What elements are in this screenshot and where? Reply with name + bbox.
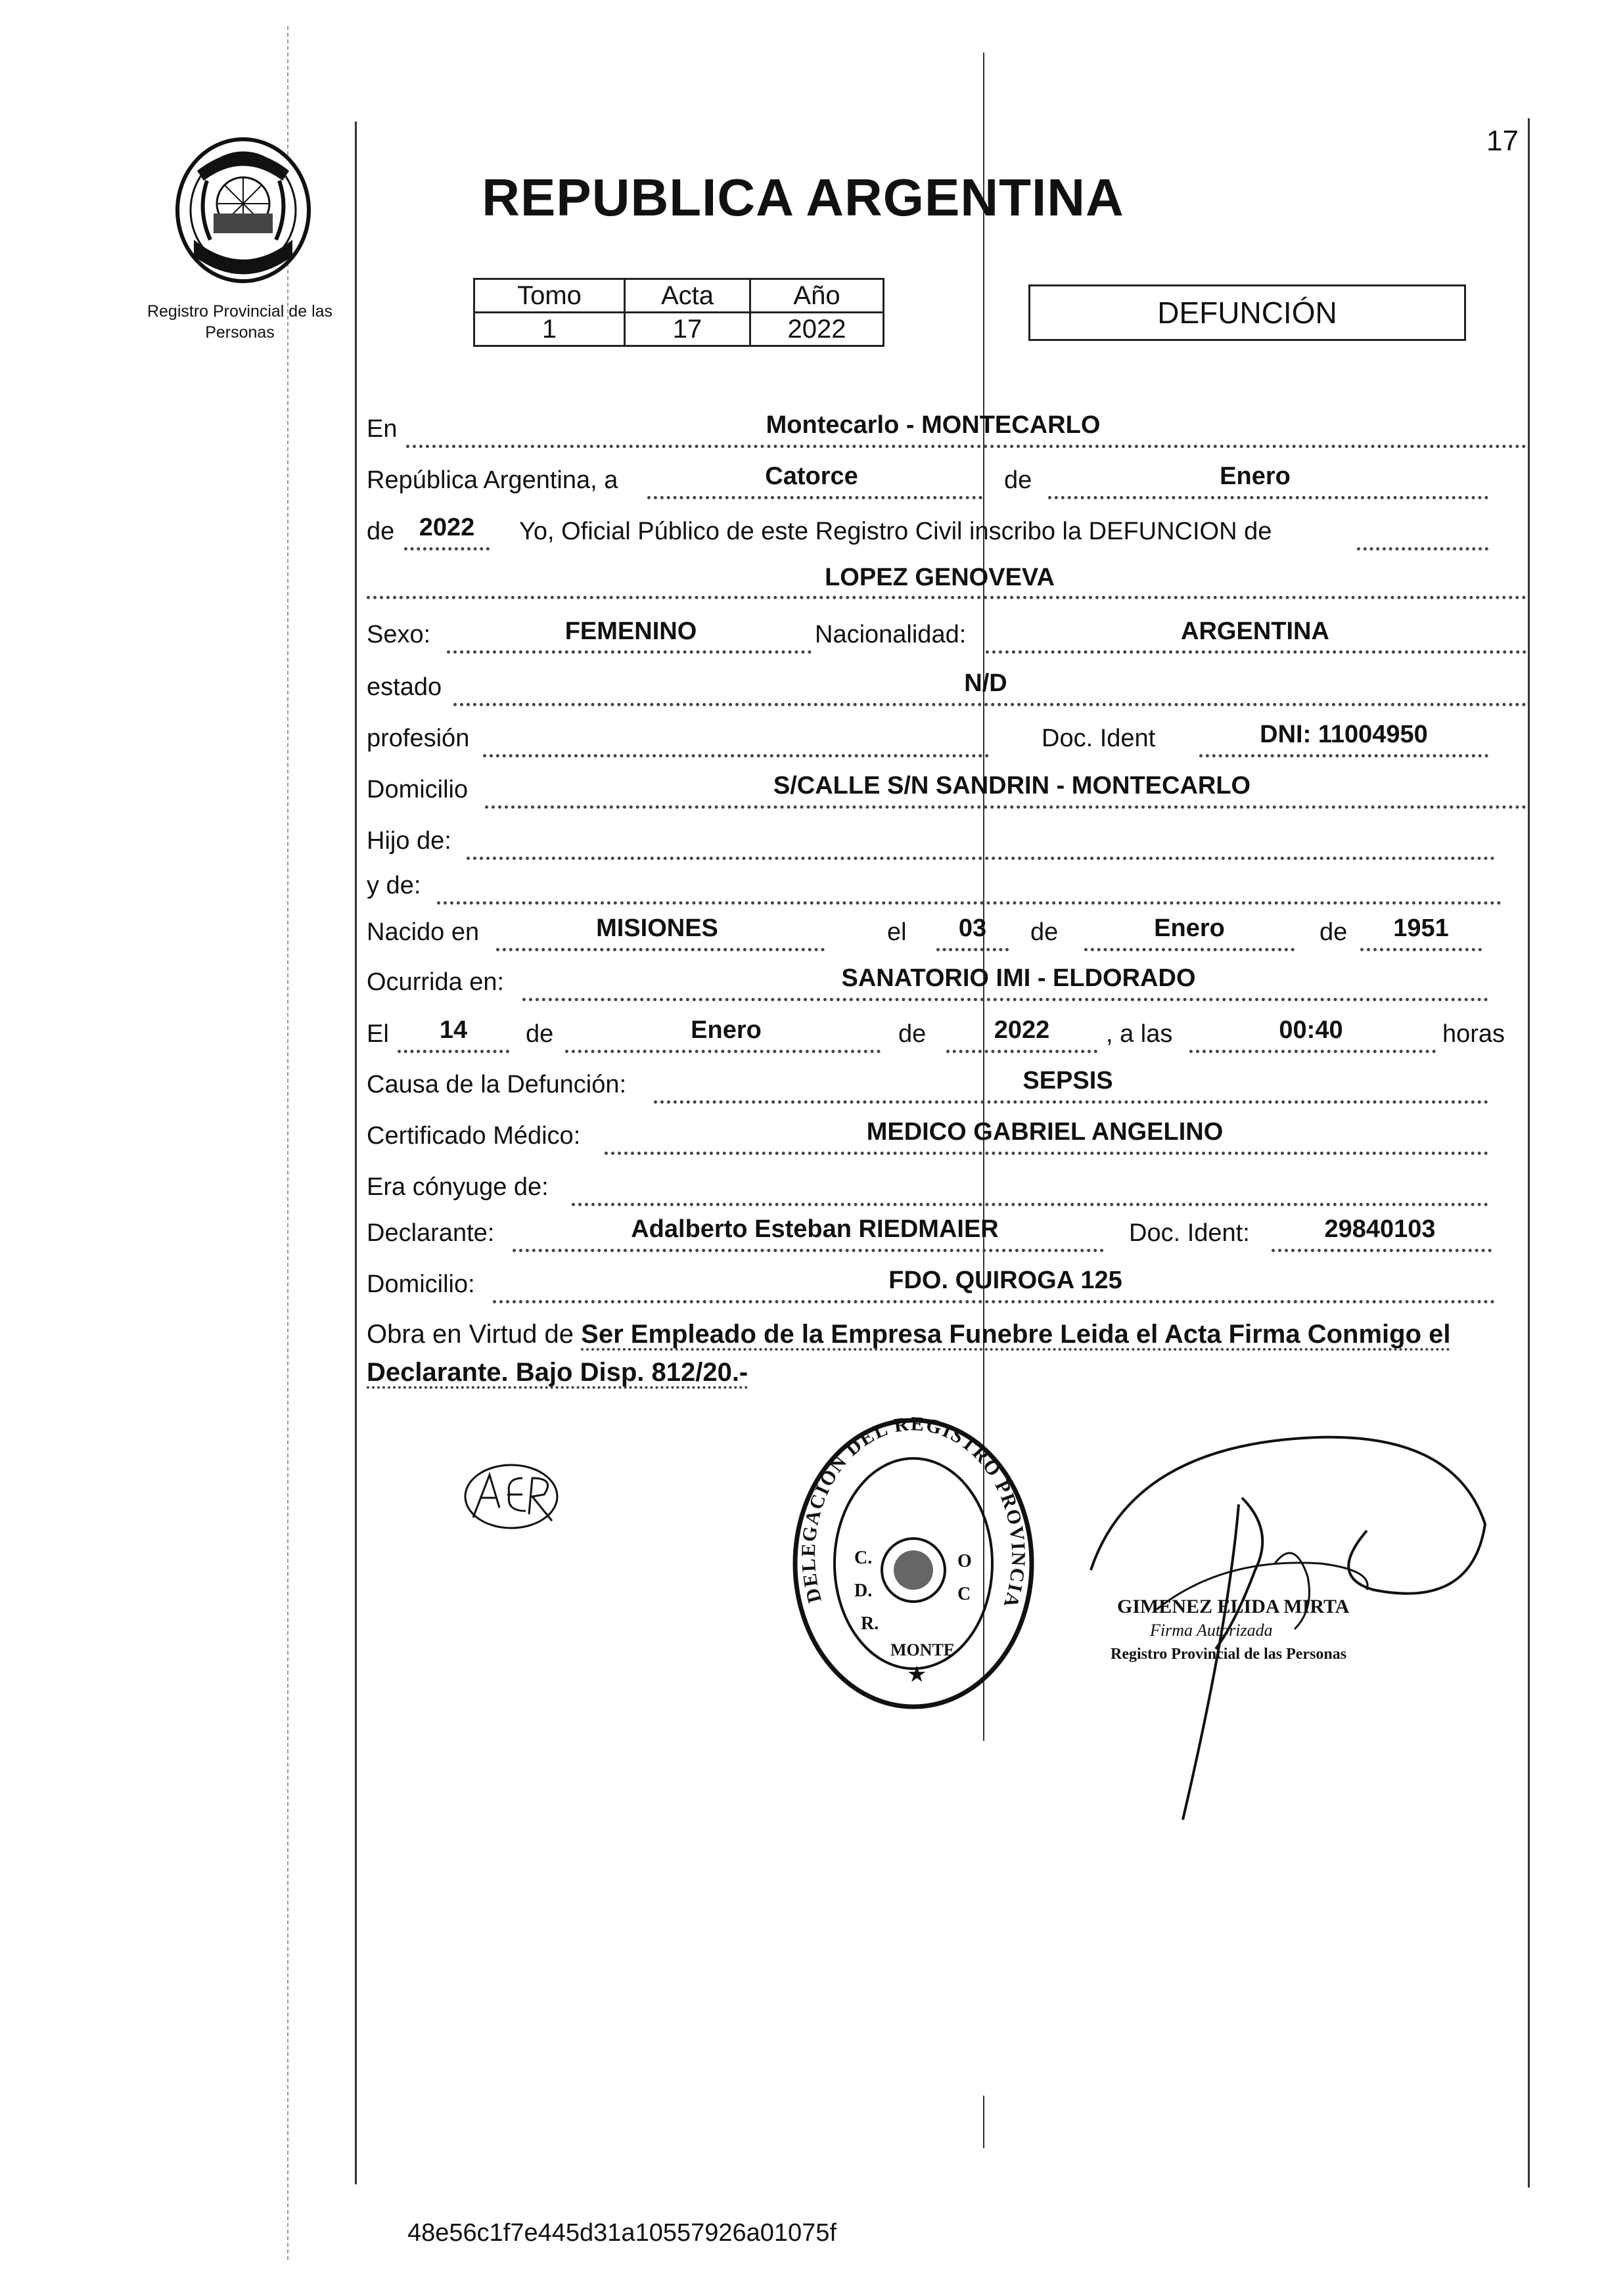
svg-text:O: O <box>957 1551 972 1571</box>
death-month: Enero <box>691 1016 762 1044</box>
svg-text:GIMENEZ ELIDA MIRTA: GIMENEZ ELIDA MIRTA <box>1117 1596 1350 1617</box>
dotted-line <box>367 596 1526 599</box>
el-label: el <box>887 918 907 946</box>
registry-table <box>473 278 884 347</box>
death-year: 2022 <box>994 1016 1050 1044</box>
birth-year: 1951 <box>1393 914 1449 942</box>
obra-label: Obra en Virtud de <box>367 1320 574 1349</box>
dotted-line <box>483 754 989 757</box>
delegation-stamp <box>785 1412 1042 1715</box>
svg-text:Firma Autorizada: Firma Autorizada <box>1150 1621 1273 1640</box>
domicilio-declarante-label: Domicilio: <box>367 1271 475 1298</box>
dotted-line <box>1084 948 1295 951</box>
El-label: El <box>367 1020 389 1048</box>
year-value: 2022 <box>419 514 475 541</box>
sexo-value: FEMENINO <box>564 618 697 645</box>
estado-label: estado <box>367 673 442 701</box>
domicilio-label: Domicilio <box>367 776 469 803</box>
day-value: Catorce <box>765 462 858 490</box>
en-label: En <box>367 415 398 443</box>
doc-ident-label: Doc. Ident <box>1042 725 1156 752</box>
table-header: Tomo <box>474 279 625 313</box>
page-title: REPUBLICA ARGENTINA <box>482 168 1124 227</box>
dotted-line <box>1357 547 1488 551</box>
dotted-line <box>496 948 825 951</box>
certificado-label: Certificado Médico: <box>367 1122 581 1150</box>
estado-value: N/D <box>964 669 1007 697</box>
declarante-value: Adalberto Esteban RIEDMAIER <box>631 1215 999 1243</box>
declarante-label: Declarante: <box>367 1219 495 1247</box>
svg-text:DELEGACION DEL REGISTRO PROVIN: DELEGACION DEL REGISTRO PROVINCIA <box>797 1412 1030 1611</box>
de-label: de <box>1004 466 1032 494</box>
dotted-line <box>654 1100 1488 1104</box>
dotted-line <box>605 1152 1488 1155</box>
death-time: 00:40 <box>1279 1016 1343 1044</box>
registry-statement: Yo, Oficial Público de este Registro Civil inscribo la DEFUNCION de <box>519 518 1272 545</box>
dotted-line <box>1048 496 1488 499</box>
page-number: 17 <box>1486 125 1519 157</box>
deceased-name: LOPEZ GENOVEVA <box>825 564 1055 591</box>
right-margin-line <box>1528 118 1530 2188</box>
doc-ident-value: DNI: 11004950 <box>1260 721 1428 748</box>
place-value: Montecarlo - MONTECARLO <box>766 411 1101 439</box>
conyuge-label: Era cónyuge de: <box>367 1173 549 1201</box>
birth-month: Enero <box>1154 914 1225 942</box>
declarante-doc-value: 29840103 <box>1324 1215 1436 1243</box>
dotted-line <box>1272 1249 1492 1252</box>
dotted-line <box>1199 754 1488 757</box>
official-signature <box>1078 1412 1498 1859</box>
svg-text:Registro Provincial de las Per: Registro Provincial de las Personas <box>1111 1646 1347 1663</box>
dotted-line <box>1189 1050 1436 1053</box>
agency-name: Registro Provincial de las Personas <box>147 302 333 342</box>
dotted-line <box>398 1050 509 1053</box>
dotted-line <box>493 1300 1495 1303</box>
de-label: de <box>898 1020 927 1048</box>
death-day: 14 <box>439 1016 468 1044</box>
dotted-line <box>453 703 1526 706</box>
dotted-line <box>404 547 490 551</box>
de-label: de <box>367 518 395 545</box>
dotted-line <box>406 445 1526 448</box>
month-value: Enero <box>1220 462 1291 490</box>
obra-en-virtud-paragraph <box>367 1315 1526 1391</box>
declarant-initials-signature <box>460 1458 565 1537</box>
dotted-line <box>437 901 1502 905</box>
y-de-label: y de: <box>367 872 421 899</box>
dotted-line <box>565 1050 881 1053</box>
table-cell: 1 <box>474 313 625 346</box>
causa-value: SEPSIS <box>1022 1067 1113 1094</box>
domicilio-value: S/CALLE S/N SANDRIN - MONTECARLO <box>773 772 1251 799</box>
svg-text:R.: R. <box>861 1613 879 1634</box>
dotted-line <box>447 650 812 654</box>
dotted-line <box>572 1203 1488 1206</box>
dotted-line <box>485 805 1526 809</box>
svg-text:MONTE: MONTE <box>890 1640 955 1659</box>
dotted-line <box>522 998 1488 1001</box>
dotted-line <box>647 496 982 499</box>
horas-label: horas <box>1442 1020 1505 1048</box>
document-type-box: DEFUNCIÓN <box>1028 284 1466 341</box>
nacionalidad-value: ARGENTINA <box>1181 618 1329 645</box>
left-punch-margin <box>287 26 288 2260</box>
dotted-line <box>986 650 1526 654</box>
svg-text:D.: D. <box>854 1581 873 1601</box>
svg-text:C: C <box>957 1584 971 1604</box>
dotted-line <box>1360 948 1482 951</box>
dotted-line <box>513 1249 1104 1252</box>
table-cell: 17 <box>625 313 750 346</box>
ocurrida-label: Ocurrida en: <box>367 968 505 996</box>
causa-label: Causa de la Defunción: <box>367 1071 627 1098</box>
nacionalidad-label: Nacionalidad: <box>815 621 967 648</box>
hijo-label: Hijo de: <box>367 827 451 855</box>
svg-text:★: ★ <box>907 1662 927 1687</box>
obra-value: Ser Empleado de la Empresa Funebre Leida el Acta Firma Conmigo el Declarante. Bajo Disp. 812/20.- <box>367 1320 1451 1387</box>
table-header: Acta <box>625 279 750 313</box>
document-hash: 48e56c1f7e445d31a10557926a01075f <box>407 2219 837 2247</box>
nacido-value: MISIONES <box>596 914 718 942</box>
center-fold-line-lower <box>983 2096 984 2148</box>
sexo-label: Sexo: <box>367 621 431 648</box>
dotted-line <box>946 1050 1097 1053</box>
dotted-line <box>467 857 1495 860</box>
de-label: de <box>1030 918 1059 946</box>
domicilio-declarante-value: FDO. QUIROGA 125 <box>888 1267 1122 1294</box>
de-label: de <box>526 1020 554 1048</box>
de-label: de <box>1319 918 1348 946</box>
left-margin-line <box>355 122 357 2184</box>
republica-label: República Argentina, a <box>367 466 618 494</box>
declarante-doc-label: Doc. Ident: <box>1129 1219 1250 1247</box>
svg-text:C.: C. <box>854 1548 873 1568</box>
nacido-label: Nacido en <box>367 918 480 946</box>
table-header: Año <box>750 279 884 313</box>
a-las-label: , a las <box>1106 1020 1173 1048</box>
ocurrida-value: SANATORIO IMI - ELDORADO <box>841 964 1196 992</box>
profesion-label: profesión <box>367 725 470 752</box>
birth-day: 03 <box>958 914 987 942</box>
dotted-line <box>936 948 1009 951</box>
table-cell: 2022 <box>750 313 884 346</box>
certificado-value: MEDICO GABRIEL ANGELINO <box>866 1118 1224 1146</box>
